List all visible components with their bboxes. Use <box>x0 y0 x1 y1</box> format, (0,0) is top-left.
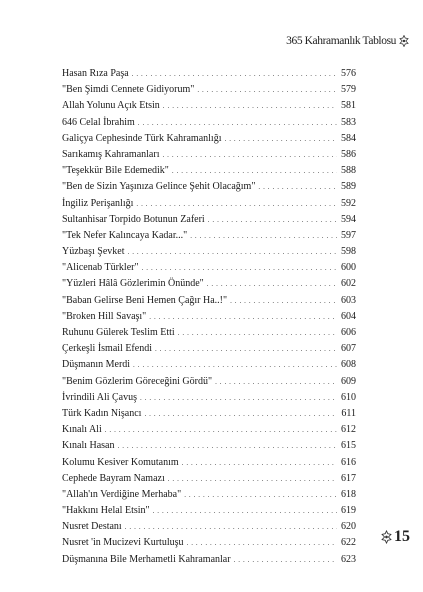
toc-entry-title: Kınalı Hasan <box>62 440 115 452</box>
toc-entry-page: 618 <box>341 488 356 500</box>
dot-leader <box>105 422 337 438</box>
toc-entry <box>62 357 356 373</box>
toc-entry-title: "Allah'ın Verdiğine Merhaba" <box>62 488 182 500</box>
toc-entry-title: Düşmanına Bile Merhametli Kahramanlar <box>62 553 231 565</box>
toc-entry-page: 619 <box>341 505 356 517</box>
toc-entry-title: Düşmanın Merdi <box>62 359 131 371</box>
toc-entry-page: 623 <box>341 553 356 565</box>
toc-entry-page: 583 <box>341 116 356 128</box>
dot-leader <box>138 115 337 131</box>
dot-leader <box>125 519 337 535</box>
dot-leader <box>184 487 337 503</box>
dot-leader <box>230 293 337 309</box>
toc-entry-page: 586 <box>341 148 356 160</box>
toc-entry-page: 622 <box>341 537 356 549</box>
toc-entry-page: 609 <box>341 375 356 387</box>
toc-entry-title: "Ben Şimdi Cennete Gidiyorum" <box>62 84 195 96</box>
toc-entry-title: Nusret 'in Mucizevi Kurtuluşu <box>62 537 184 549</box>
toc-entry-page: 610 <box>341 391 356 403</box>
toc-entry-page: 598 <box>341 246 356 258</box>
dot-leader <box>168 471 337 487</box>
toc-entry <box>62 82 356 98</box>
toc-entry <box>62 98 356 114</box>
toc-entry-page: 600 <box>341 262 356 274</box>
toc-entry-title: "Alicenab Türkler" <box>62 262 139 274</box>
toc-entry-title: "Ben de Sizin Yaşınıza Gelince Şehit Olacağım" <box>62 181 256 193</box>
dot-leader <box>215 374 337 390</box>
dot-leader <box>207 276 337 292</box>
page-number: 15 <box>394 528 410 545</box>
toc-entry-title: "Yüzleri Hâlâ Gözlerimin Önünde" <box>62 278 204 290</box>
toc-entry <box>62 228 356 244</box>
toc-entry <box>62 503 356 519</box>
dot-leader <box>234 552 337 568</box>
running-header <box>286 35 409 47</box>
toc-entry <box>62 163 356 179</box>
toc-entry-title: Cephede Bayram Namazı <box>62 472 165 484</box>
dot-leader <box>153 503 337 519</box>
toc-entry <box>62 406 356 422</box>
toc-entry-title: "Baban Gelirse Beni Hemen Çağır Ha..!" <box>62 294 228 306</box>
toc-entry <box>62 260 356 276</box>
toc-entry-page: 604 <box>341 310 356 322</box>
ornament-icon <box>399 35 409 47</box>
toc-entry-title: Allah Yolunu Açık Etsin <box>62 100 160 112</box>
toc-entry <box>62 196 356 212</box>
dot-leader <box>162 147 337 163</box>
toc-entry-title: Hasan Rıza Paşa <box>62 68 129 79</box>
dot-leader <box>142 260 337 276</box>
toc-entry <box>62 131 356 147</box>
dot-leader <box>197 82 337 98</box>
toc-entry <box>62 455 356 471</box>
toc-entry <box>62 244 356 260</box>
toc-entry <box>62 147 356 163</box>
dot-leader <box>190 228 337 244</box>
toc-entry <box>62 309 356 325</box>
toc-entry-title: "Tek Nefer Kalıncaya Kadar..." <box>62 229 188 241</box>
toc-entry-page: 615 <box>341 440 356 452</box>
dot-leader <box>155 341 337 357</box>
toc-entry <box>62 276 356 292</box>
toc-entry-page: 602 <box>341 278 356 290</box>
toc-entry <box>62 212 356 228</box>
toc-entry <box>62 66 356 82</box>
dot-leader <box>225 131 338 147</box>
ornament-icon <box>381 530 392 544</box>
dot-leader <box>187 535 337 551</box>
toc-entry <box>62 422 356 438</box>
dot-leader <box>178 325 337 341</box>
toc-entry-page: 597 <box>341 229 356 241</box>
toc-entry-title: "Teşekkür Bile Edemedik" <box>62 165 169 177</box>
toc-entry-title: Çerkeşli İsmail Efendi <box>62 343 152 355</box>
dot-leader <box>258 179 337 195</box>
dot-leader <box>136 196 337 212</box>
toc-entry-page: 579 <box>341 84 356 96</box>
dot-leader <box>133 357 337 373</box>
toc-entry-page: 576 <box>341 68 356 79</box>
toc-entry-page: 616 <box>341 456 356 468</box>
toc-entry-title: Türk Kadın Nişancı <box>62 407 142 419</box>
toc-entry-title: 646 Celal İbrahim <box>62 116 135 128</box>
toc-entry <box>62 487 356 503</box>
toc-entry-page: 589 <box>341 181 356 193</box>
toc-entry <box>62 115 356 131</box>
dot-leader <box>172 163 337 179</box>
dot-leader <box>128 244 338 260</box>
toc-entry-page: 594 <box>341 213 356 225</box>
toc-entry-page: 617 <box>341 472 356 484</box>
table-of-contents <box>62 66 356 568</box>
toc-entry <box>62 341 356 357</box>
toc-entry <box>62 519 356 535</box>
toc-entry <box>62 325 356 341</box>
toc-entry <box>62 293 356 309</box>
toc-entry-title: Nusret Destanı <box>62 521 122 533</box>
toc-entry-title: İvrindili Ali Çavuş <box>62 391 137 403</box>
toc-entry <box>62 438 356 454</box>
toc-entry <box>62 179 356 195</box>
dot-leader <box>182 455 337 471</box>
page-footer <box>381 528 410 546</box>
toc-entry-page: 603 <box>341 294 356 306</box>
dot-leader <box>208 212 337 228</box>
toc-entry-page: 584 <box>341 132 356 144</box>
toc-entry <box>62 535 356 551</box>
toc-entry-page: 607 <box>341 343 356 355</box>
toc-entry-title: Sarıkamış Kahramanları <box>62 148 160 160</box>
toc-entry-title: Galiçya Cephesinde Türk Kahramanlığı <box>62 132 222 144</box>
toc-entry-title: "Benim Gözlerim Göreceğini Gördü" <box>62 375 213 387</box>
dot-leader <box>140 390 337 406</box>
toc-entry-page: 606 <box>341 327 356 338</box>
toc-entry-title: Ruhunu Gülerek Teslim Etti <box>62 327 175 338</box>
toc-entry-page: 611 <box>341 407 356 419</box>
toc-entry-title: Sultanhisar Torpido Botunun Zaferi <box>62 213 205 225</box>
dot-leader <box>149 309 337 325</box>
toc-entry-page: 608 <box>341 359 356 371</box>
toc-entry <box>62 390 356 406</box>
toc-entry <box>62 471 356 487</box>
toc-entry-title: Kınalı Ali <box>62 424 102 436</box>
toc-entry-page: 581 <box>341 100 356 112</box>
toc-entry-page: 612 <box>341 424 356 436</box>
toc-entry-title: Kolumu Kesiver Komutanım <box>62 456 179 468</box>
dot-leader <box>132 66 337 82</box>
book-title: 365 Kahramanlık Tablosu <box>286 35 396 47</box>
toc-entry <box>62 374 356 390</box>
toc-entry-title: İngiliz Perişanlığı <box>62 197 134 209</box>
toc-entry-title: Yüzbaşı Şevket <box>62 246 125 258</box>
toc-entry-title: "Hakkını Helal Etsin" <box>62 505 150 517</box>
dot-leader <box>118 438 338 454</box>
toc-entry-page: 588 <box>341 165 356 177</box>
toc-entry <box>62 552 356 568</box>
dot-leader <box>163 98 337 114</box>
toc-entry-title: "Broken Hill Savaşı" <box>62 310 147 322</box>
toc-entry-page: 620 <box>341 521 356 533</box>
dot-leader <box>144 406 337 422</box>
toc-entry-page: 592 <box>341 197 356 209</box>
